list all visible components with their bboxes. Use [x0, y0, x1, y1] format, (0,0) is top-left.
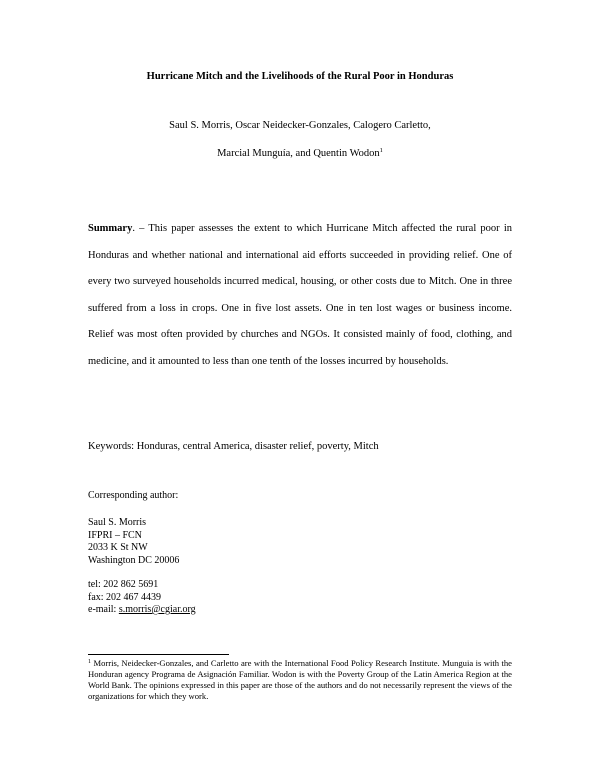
abstract-text: . – This paper assesses the extent to which Hurricane Mitch affected the rural poor in Honduras and whether national and international aid efforts succeeded in providing relief. One of every two surveyed households incurred medical, housing, or other costs due to Mitch. One in three suffered from a loss in crops. One in five lost assets. One in ten lost wages or business income. Relief was most often provided by churches and NGOs. It consisted mainly of food, clothing, and medicine, and it amounted to less than one tenth of the losses incurred by households. — [88, 223, 512, 367]
contact-fax: fax: 202 467 4439 — [88, 591, 162, 603]
contact-organization: IFPRI – FCN — [88, 529, 142, 541]
contact-telephone: tel: 202 862 5691 — [88, 579, 159, 590]
contact-email-line — [88, 604, 196, 617]
authors-line-1: Saul S. Morris, Oscar Neidecker-Gonzales, Calogero Carletto, — [169, 120, 431, 131]
footnote-separator — [88, 654, 229, 655]
contact-street: 2033 K St NW — [88, 542, 148, 553]
abstract-label: Summary — [88, 223, 133, 234]
corresponding-author-contacts — [88, 579, 196, 617]
authors-line-2: Marcial Munguía, and Quentin Wodon — [217, 148, 380, 159]
abstract — [88, 216, 512, 375]
contact-email-link[interactable]: s.morris@cgiar.org — [118, 604, 196, 615]
corresponding-author-address — [88, 517, 179, 567]
contact-email-label: e-mail: — [88, 604, 119, 615]
author-footnote-mark[interactable]: 1 — [379, 147, 383, 154]
contact-city: Washington DC 20006 — [88, 554, 180, 566]
keywords: Keywords: Honduras, central America, disaster relief, poverty, Mitch — [88, 441, 379, 452]
paper-title: Hurricane Mitch and the Livelihoods of the Rural Poor in Honduras — [146, 71, 454, 82]
corresponding-author-heading: Corresponding author: — [88, 490, 179, 501]
contact-name: Saul S. Morris — [88, 517, 147, 528]
author-list-line-2 — [0, 147, 600, 159]
author-list-line-1 — [0, 120, 600, 131]
footnote — [88, 657, 512, 702]
footnote-text: Morris, Neidecker-Gonzales, and Carletto are with the International Food Policy Research Institute. Munguia is with the Honduran agency Programa de Asignación Familiar. Wodon is with the Poverty Group of the Latin America Region at the World Bank. The opinions expressed in this paper are those of the authors and do not necessarily represent the views of the organizations for which they work. — [88, 658, 512, 701]
footnote-mark: 1 — [88, 659, 91, 665]
